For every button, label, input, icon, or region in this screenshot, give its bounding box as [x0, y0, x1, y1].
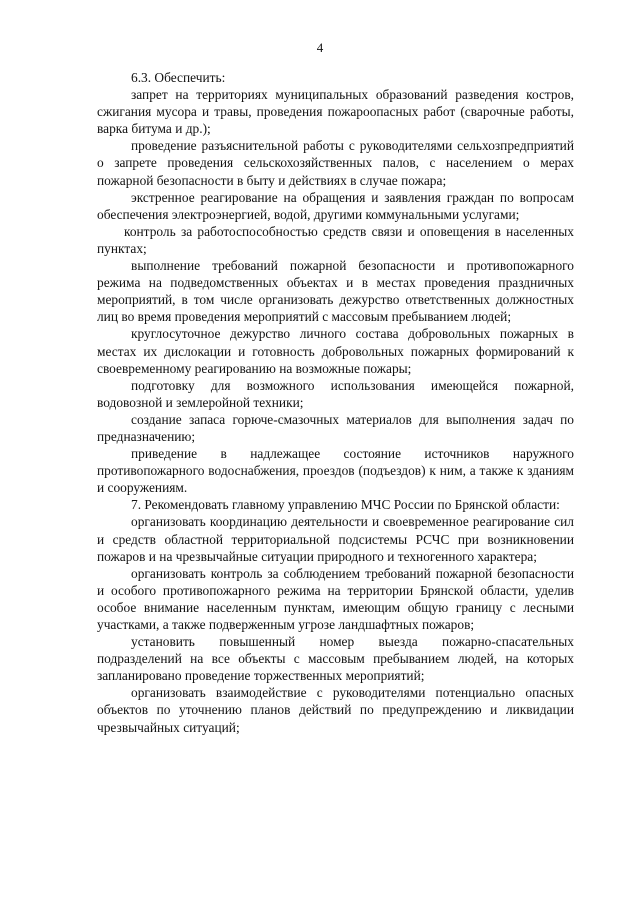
paragraph-coordination: организовать координацию деятельности и своевременное реагирование сил и средств областной территориальной подсистемы РСЧС при возникновении пожаров и на чрезвычайные ситуации природного и техногенного характера; — [97, 514, 574, 564]
paragraph-fire-ban: запрет на территориях муниципальных образований разведения костров, сжигания мусора и травы, проведения пожароопасных работ (сварочные работы, варка битума и др.); — [97, 87, 574, 137]
page-number: 4 — [316, 40, 324, 55]
document-body — [97, 69, 574, 736]
paragraph-dispatch-number: установить повышенный номер выезда пожарно-спасательных подразделений на все объекты с массовым пребыванием людей, на которых запланировано проведение торжественных мероприятий; — [97, 634, 574, 684]
paragraph-communications-control: контроль за работоспособностью средств связи и оповещения в населенных пунктах; — [97, 223, 574, 256]
section-heading-6-3: 6.3. Обеспечить: — [131, 70, 226, 85]
paragraph-fuel-reserve: создание запаса горюче-смазочных материалов для выполнения задач по предназначению; — [97, 411, 574, 444]
paragraph-equipment-preparation: подготовку для возможного использования имеющейся пожарной, водовозной и землеройной техники; — [97, 377, 574, 410]
paragraph-emergency-response: экстренное реагирование на обращения и заявления граждан по вопросам обеспечения электроэнергией, водой, другими коммунальными услугами; — [97, 189, 574, 222]
paragraph-fire-safety-requirements: выполнение требований пожарной безопасности и противопожарного режима на подведомственных объектах и в местах проведения праздничных мероприятий, в том числе организовать дежурство ответственных должностных лиц во время проведения мероприятий с массовым пребыванием людей; — [97, 258, 574, 325]
paragraph-explanatory-work: проведение разъяснительной работы с руководителями сельхозпредприятий о запрете проведения сельскохозяйственных палов, с населением о мерах пожарной безопасности в быту и действиях в случае пожара; — [97, 138, 574, 188]
paragraph-water-supply: приведение в надлежащее состояние источников наружного противопожарного водоснабжения, проездов (подъездов) к ним, а также к зданиям и сооружениям. — [97, 446, 574, 496]
section-heading-7: 7. Рекомендовать главному управлению МЧС России по Брянской области: — [131, 497, 560, 513]
paragraph-compliance-control: организовать контроль за соблюдением требований пожарной безопасности и особого противопожарного режима на территории Брянской области, уделив особое внимание населенным пунктам, имеющим общую границу с лесными участками, а также подверженным угрозе ландшафтных пожаров; — [97, 565, 574, 632]
paragraph-volunteer-duty: круглосуточное дежурство личного состава добровольных пожарных в местах их дислокации и готовность добровольных пожарных формирований к своевременному реагированию на возможные пожары; — [97, 326, 574, 376]
paragraph-cooperation: организовать взаимодействие с руководителями потенциально опасных объектов по уточнению планов действий по предупреждению и ликвидации чрезвычайных ситуаций; — [97, 685, 574, 735]
